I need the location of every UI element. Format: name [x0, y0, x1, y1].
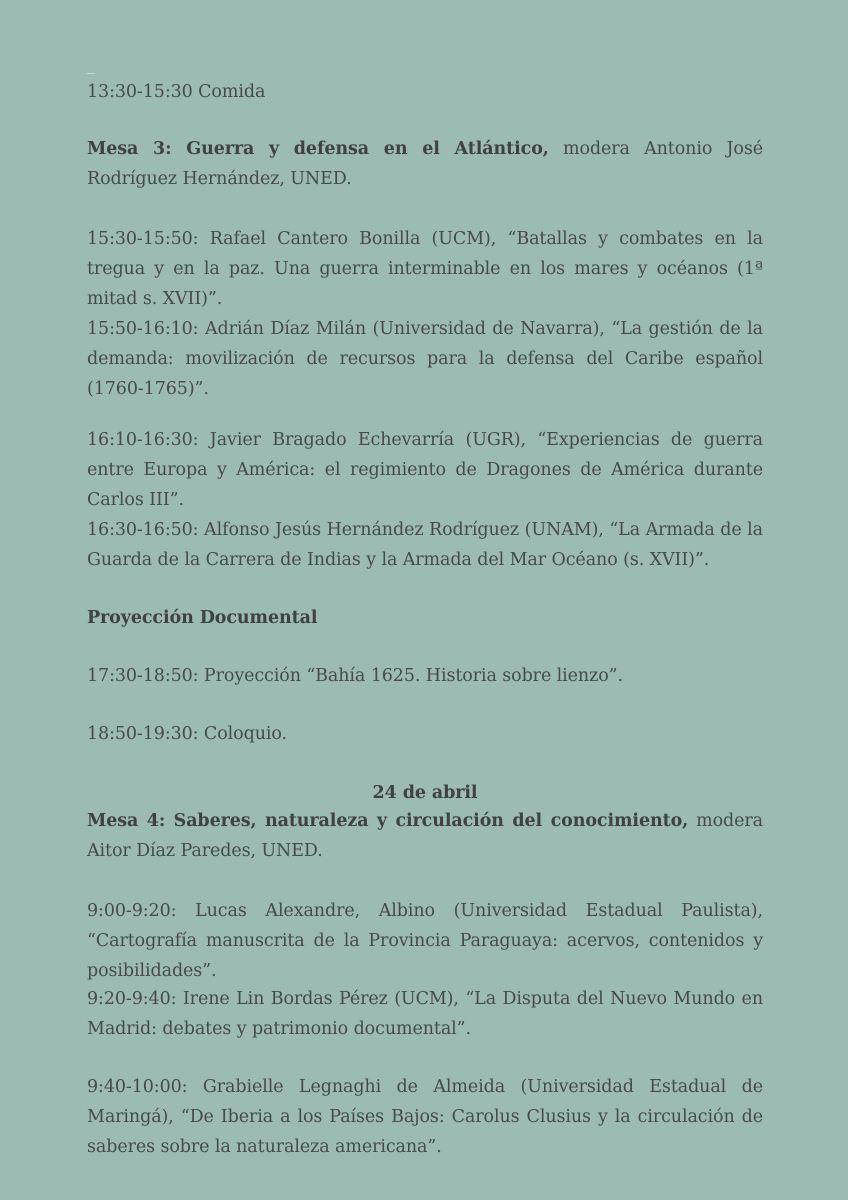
projection-text: 18:50-19:30: Coloquio. — [87, 724, 287, 744]
day-title: 24 de abril — [372, 783, 478, 803]
session-4-header — [87, 806, 763, 866]
session-4-paragraph — [87, 806, 763, 866]
lunch-line — [87, 77, 763, 107]
projection-item — [87, 661, 763, 691]
talk-item — [87, 896, 763, 986]
talk-item — [87, 425, 763, 515]
talk-text: 15:30-15:50: Rafael Cantero Bonilla (UCM), “Batallas y combates en la tregua y en la paz. Una guerra interminable en los mares y océanos (1ª mitad s. XVII)”. — [87, 229, 763, 309]
day-heading — [87, 778, 763, 808]
talk-text: 15:50-16:10: Adrián Díaz Milán (Universidad de Navarra), “La gestión de la demanda: movilización de recursos para la defensa del Caribe español (1760-1765)”. — [87, 319, 763, 399]
talk-text: 9:20-9:40: Irene Lin Bordas Pérez (UCM), “La Disputa del Nuevo Mundo en Madrid: debates y patrimonio documental”. — [87, 989, 763, 1039]
talk-text: 16:10-16:30: Javier Bragado Echevarría (UGR), “Experiencias de guerra entre Europa y América: el regimiento de Dragones de América durante Carlos III”. — [87, 430, 763, 510]
session-3-header — [87, 134, 763, 194]
session-3-moderator: modera Antonio José Rodríguez Hernández, UNED. — [87, 139, 763, 189]
session-4-title: Mesa 4: Saberes, naturaleza y circulación del conocimiento, — [87, 811, 689, 831]
projection-text: 17:30-18:50: Proyección “Bahía 1625. Historia sobre lienzo”. — [87, 666, 623, 686]
header-mark — [87, 73, 95, 74]
talk-text: 9:40-10:00: Grabielle Legnaghi de Almeida (Universidad Estadual de Maringá), “De Iberia a los Países Bajos: Carolus Clusius y la circulación de saberes sobre la naturaleza americana”. — [87, 1077, 763, 1157]
projection-header — [87, 603, 763, 633]
talk-item — [87, 984, 763, 1044]
session-3-title: Mesa 3: Guerra y defensa en el Atlántico, — [87, 139, 549, 159]
lunch-text: 13:30-15:30 Comida — [87, 82, 266, 102]
talk-item — [87, 314, 763, 404]
projection-item — [87, 719, 763, 749]
talk-item — [87, 1072, 763, 1162]
talk-item — [87, 515, 763, 575]
session-3-paragraph — [87, 134, 763, 194]
session-4-moderator: modera Aitor Díaz Paredes, UNED. — [87, 811, 763, 861]
talk-text: 9:00-9:20: Lucas Alexandre, Albino (Universidad Estadual Paulista), “Cartografía manuscrita de la Provincia Paraguaya: acervos, contenidos y posibilidades”. — [87, 901, 763, 981]
talk-item — [87, 224, 763, 314]
talk-text: 16:30-16:50: Alfonso Jesús Hernández Rodríguez (UNAM), “La Armada de la Guarda de la Carrera de Indias y la Armada del Mar Océano (s. XVII)”. — [87, 520, 763, 570]
projection-title: Proyección Documental — [87, 608, 318, 628]
